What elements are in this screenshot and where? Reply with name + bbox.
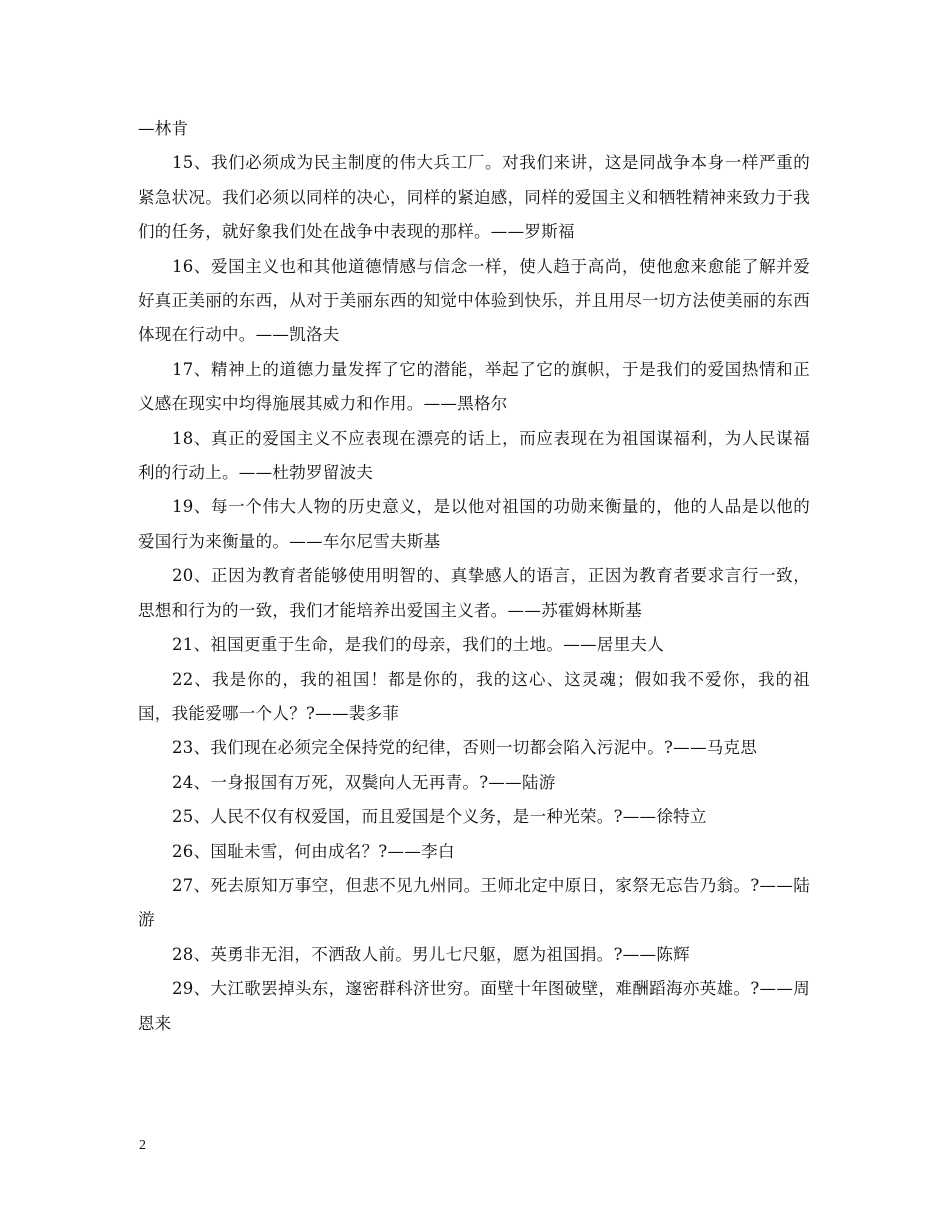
quote-paragraph-22: 22、我是你的，我的祖国！都是你的，我的这心、这灵魂；假如我不爱你，我的祖国，我能爱哪一个人？?——裴多菲 [138,669,810,723]
quote-paragraph-18: 18、真正的爱国主义不应表现在漂亮的话上，而应表现在为祖国谋福利，为人民谋福利的行动上。——杜勃罗留波夫 [138,428,810,483]
quote-paragraph-26: 26、国耻未雪，何由成名？?——李白 [172,841,455,861]
quote-paragraph-29: 29、大江歌罢掉头东，邃密群科济世穷。面壁十年图破壁，难酬蹈海亦英雄。?——周恩来 [138,979,810,1033]
lead-line: —林肯 [138,119,189,138]
quote-paragraph-19: 19、每一个伟大人物的历史意义，是以他对祖国的功勋来衡量的，他的人品是以他的爱国行为来衡量的。——车尔尼雪夫斯基 [138,497,810,551]
quote-paragraph-28: 28、英勇非无泪，不洒敌人前。男儿七尺躯，愿为祖国捐。?——陈辉 [172,944,690,964]
quote-paragraph-16: 16、爱国主义也和其他道德情感与信念一样，使人趋于高尚，使他愈来愈能了解并爱好真正美丽的东西，从对于美丽东西的知觉中体验到快乐，并且用尽一切方法使美丽的东西体现在行动中。——凯洛夫 [138,256,810,345]
quote-paragraph-23: 23、我们现在必须完全保持党的纪律，否则一切都会陷入污泥中。?——马克思 [172,738,758,758]
quote-paragraph-15: 15、我们必须成为民主制度的伟大兵工厂。对我们来讲，这是同战争本身一样严重的紧急状况。我们必须以同样的决心，同样的紧迫感，同样的爱国主义和牺牲精神来致力于我们的任务，就好象我们处在战争中表现的那样。——罗斯福 [138,153,810,242]
quote-paragraph-25: 25、人民不仅有权爱国，而且爱国是个义务，是一种光荣。?——徐特立 [172,807,707,827]
quote-paragraph-20: 20、正因为教育者能够使用明智的、真挚感人的语言，正因为教育者要求言行一致，思想和行为的一致，我们才能培养出爱国主义者。——苏霍姆林斯基 [138,566,810,620]
page-number: 2 [139,1138,146,1153]
quote-paragraph-21: 21、祖国更重于生命，是我们的母亲，我们的土地。——居里夫人 [172,635,664,655]
document-body [138,112,810,1041]
quote-paragraph-24: 24、一身报国有万死，双鬓向人无再青。?——陆游 [172,772,556,792]
quote-paragraph-17: 17、精神上的道德力量发挥了它的潜能，举起了它的旗帜，于是我们的爱国热情和正义感在现实中均得施展其威力和作用。——黑格尔 [138,359,810,414]
quote-paragraph-27: 27、死去原知万事空，但悲不见九州同。王师北定中原日，家祭无忘告乃翁。?——陆游 [138,875,810,930]
